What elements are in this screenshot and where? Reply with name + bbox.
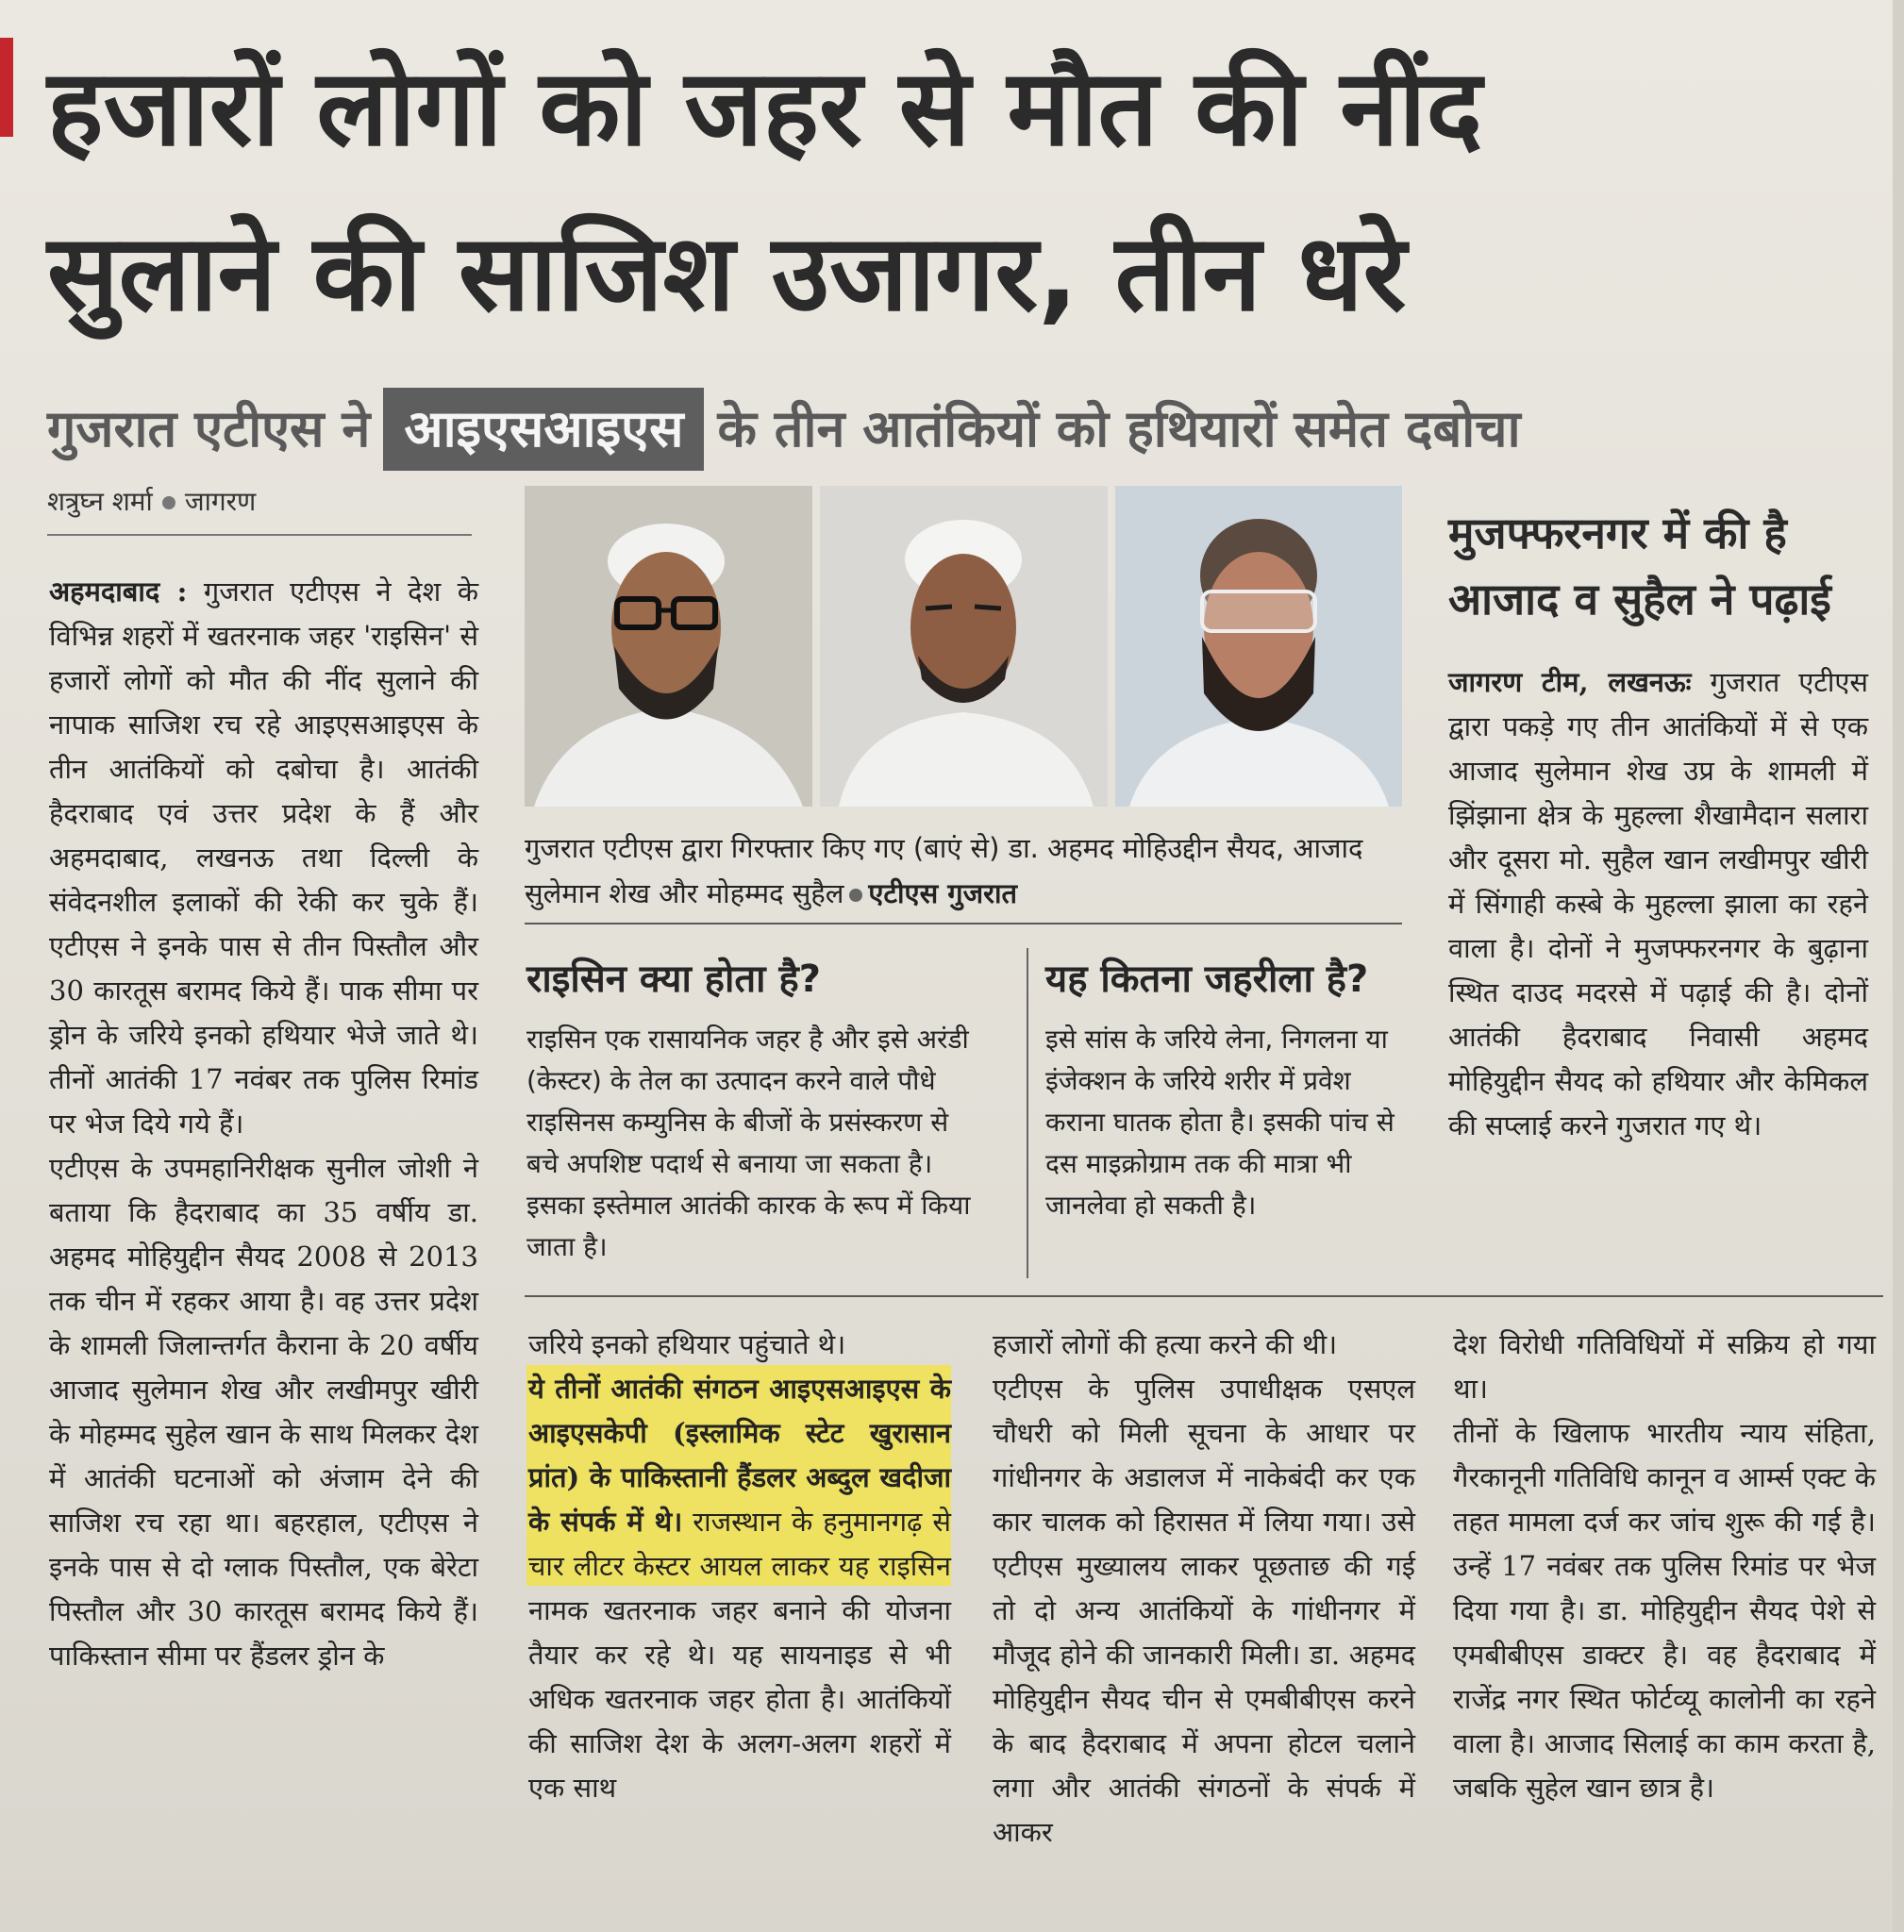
box1-text: राइसिन एक रासायनिक जहर है और इसे अरंडी (केस्टर) के तेल का उत्पादन करने वाले पौधे राइसिनस कम्युनिस के बीजों के प्रसंस्करण से बचे अपशिष्ट पदार्थ से बनाया जा सकता है। इसका इस्तेमाल आतंकी कारक के रूप में किया जाता है।: [526, 1024, 971, 1262]
portrait-1-illustration: [525, 486, 812, 807]
article-column-2-text: राजस्थान के हनुमानगढ़ से चार लीटर केस्टर आयल लाकर यह राइसिन नामक खतरनाक जहर बनाने की योजना तैयार कर रहे थे। यह सायनाइड से भी अधिक खतरनाक जहर होता है। आतंकियों की साजिश देश के अलग-अलग शहरों में एक साथ: [528, 1506, 952, 1804]
red-edge-strip: [0, 38, 13, 137]
dateline: अहमदाबाद :: [49, 575, 188, 608]
article-column-2-opening: जरिये इनको हथियार पहुंचाते थे।: [528, 1328, 846, 1360]
byline: [47, 483, 472, 536]
section-divider: [525, 1295, 1883, 1297]
subheadline-before: गुजरात एटीएस ने: [47, 399, 371, 458]
subheadline: [47, 387, 1521, 472]
box1-heading: राइसिन क्या होता है?: [526, 958, 821, 1001]
next-page-edge: [1893, 0, 1904, 1932]
photo-strip: [525, 486, 1402, 807]
sidebar-heading: मुजफ्फरनगर में की है आजाद व सुहैल ने पढ़ाई: [1448, 508, 1831, 625]
article-column-1-text: गुजरात एटीएस ने देश के विभिन्न शहरों में खतरनाक जहर 'राइसिन' से हजारों लोगों को मौत की नींद सुलाने की नापाक साजिश रच रहे आइएसआइएस के तीन आतंकियों को दबोचा है। आतंकी हैदराबाद एवं उत्तर प्रदेश के हैं और अहमदाबाद, लखनऊ तथा दिल्ली के संवेदनशील इलाकों की रेकी कर चुके हैं। एटीएस ने इनके पास से तीन पिस्तौल और 30 कारतूस बरामद किये हैं। पाक सीमा पर ड्रोन के जरिये इनको हथियार भेजे जाते थे। तीनों आतंकी 17 नवंबर तक पुलिस रिमांड पर भेज दिये गये हैं। एटीएस के उपमहानिरीक्षक सुनील जोशी ने बताया कि हैदराबाद का 35 वर्षीय डा. अहमद मोहियुद्दीन सैयद 2008 से 2013 तक चीन में रहकर आया है। वह उत्तर प्रदेश के शामली जिलान्तर्गत कैराना के 20 वर्षीय आजाद सुलेमान शेख और लखीमपुर खीरी के मोहम्मद सुहेल खान के साथ मिलकर देश में आतंकी घटनाओं को अंजाम देने की साजिश रच रहा था। बहरहाल, एटीएस ने इनके पास से दो ग्लाक पिस्तौल, एक बेरेटा पिस्तौल और 30 कारतूस बरामद किये हैं। पाकिस्तान सीमा पर हैंडलर ड्रोन के: [49, 575, 478, 1672]
box2-heading: यह कितना जहरीला है?: [1045, 958, 1369, 1001]
sidebar-dateline: जागरण टीम, लखनऊः: [1448, 666, 1692, 698]
headline-line-2: सुलाने की साजिश उजागर, तीन धरे: [47, 212, 1407, 335]
box-divider: [1027, 948, 1028, 1278]
sidebar-text: गुजरात एटीएस द्वारा पकड़े गए तीन आतंकियों में से एक आजाद सुलेमान शेख उप्र के शामली में झिंझाना क्षेत्र के मुहल्ला शैखामैदान सलारा और दूसरा मो. सुहैल खान लखीमपुर खीरी में सिंगाही कस्बे के मुहल्ला झाला का रहने वाला है। दोनों ने मुजफ्फरनगर के बुढ़ाना स्थित दाउद मदरसे में पढ़ाई की है। दोनों आतंकी हैदराबाद निवासी अहमद मोहियुद्दीन सैयद को हथियार और केमिकल की सप्लाई करने गुजरात गए थे।: [1448, 666, 1869, 1141]
byline-author: शत्रुघ्न शर्मा: [47, 486, 153, 517]
photo-accused-1: [525, 486, 812, 807]
article-column-1: [49, 570, 478, 1678]
portrait-3-illustration: [1115, 486, 1402, 807]
subheadline-after: के तीन आतंकियों को हथियारों समेत दबोचा: [717, 399, 1521, 458]
photo-accused-2: [820, 486, 1108, 807]
article-column-2-highlighted: ये तीनों आतंकी संगठन आइएसआइएस के आइएसकेपी (इस्लामिक स्टेट खुरासान प्रांत) के पाकिस्तानी हैंडलर अब्दुल खदीजा के संपर्क में थे।: [528, 1373, 951, 1538]
byline-source: जागरण: [184, 486, 257, 517]
caption-divider: [525, 923, 1402, 924]
photo-credit: एटीएस गुजरात: [868, 877, 1018, 909]
portrait-2-illustration: [820, 486, 1108, 807]
photo-caption-text: गुजरात एटीएस द्वारा गिरफ्तार किए गए (बाएं से) डा. अहमद मोहिउद्दीन सैयद, आजाद सुलेमान शेख और मोहम्मद सुहैल: [525, 832, 1363, 909]
headline-line-1: हजारों लोगों को जहर से मौत की नींद: [47, 47, 1482, 170]
box2-text: इसे सांस के जरिये लेना, निगलना या इंजेक्शन के जरिये शरीर में प्रवेश कराना घातक होता है। इसकी पांच से दस माइक्रोग्राम तक की मात्रा भी जानलेवा हो सकती है।: [1045, 1024, 1395, 1221]
byline-dot: [162, 496, 175, 509]
article-column-4: देश विरोधी गतिविधियों में सक्रिय हो गया था। तीनों के खिलाफ भारतीय न्याय संहिता, गैरकानूनी गतिविधि कानून व आर्म्स एक्ट के तहत मामला दर्ज कर जांच शुरू की गई है। उन्हें 17 नवंबर तक पुलिस रिमांड पर भेज दिया गया है। डा. मोहियुद्दीन सैयद पेशे से एमबीबीएस डाक्टर है। वह हैदराबाद में राजेंद्र नगर स्थित फोर्टव्यू कालोनी का रहने वाला है। आजाद सिलाई का काम करता है, जबकि सुहेल खान छात्र है।: [1453, 1328, 1876, 1804]
article-column-3: हजारों लोगों की हत्या करने की थी। एटीएस के पुलिस उपाधीक्षक एसएल चौधरी को मिली सूचना के आधार पर गांधीनगर के अडालज में नाकेबंदी कर एक कार चालक को हिरासत में लिया गया। उसे एटीएस मुख्यालय लाकर पूछताछ की गई तो दो अन्य आतंकियों के गांधीनगर में मौजूद होने की जानकारी मिली। डा. अहमद मोहियुद्दीन सैयद चीन से एमबीबीएस करने के बाद हैदराबाद में अपना होटल चलाने लगा और आतंकी संगठनों के संपर्क में आकर: [993, 1328, 1415, 1848]
photo-accused-3: [1115, 486, 1402, 807]
photo-caption: [525, 825, 1402, 916]
article-column-2: [528, 1323, 951, 1810]
caption-dot: [849, 889, 862, 902]
sidebar-body: [1448, 660, 1868, 1148]
subheadline-highlight: आइएसआइएस: [383, 388, 704, 471]
